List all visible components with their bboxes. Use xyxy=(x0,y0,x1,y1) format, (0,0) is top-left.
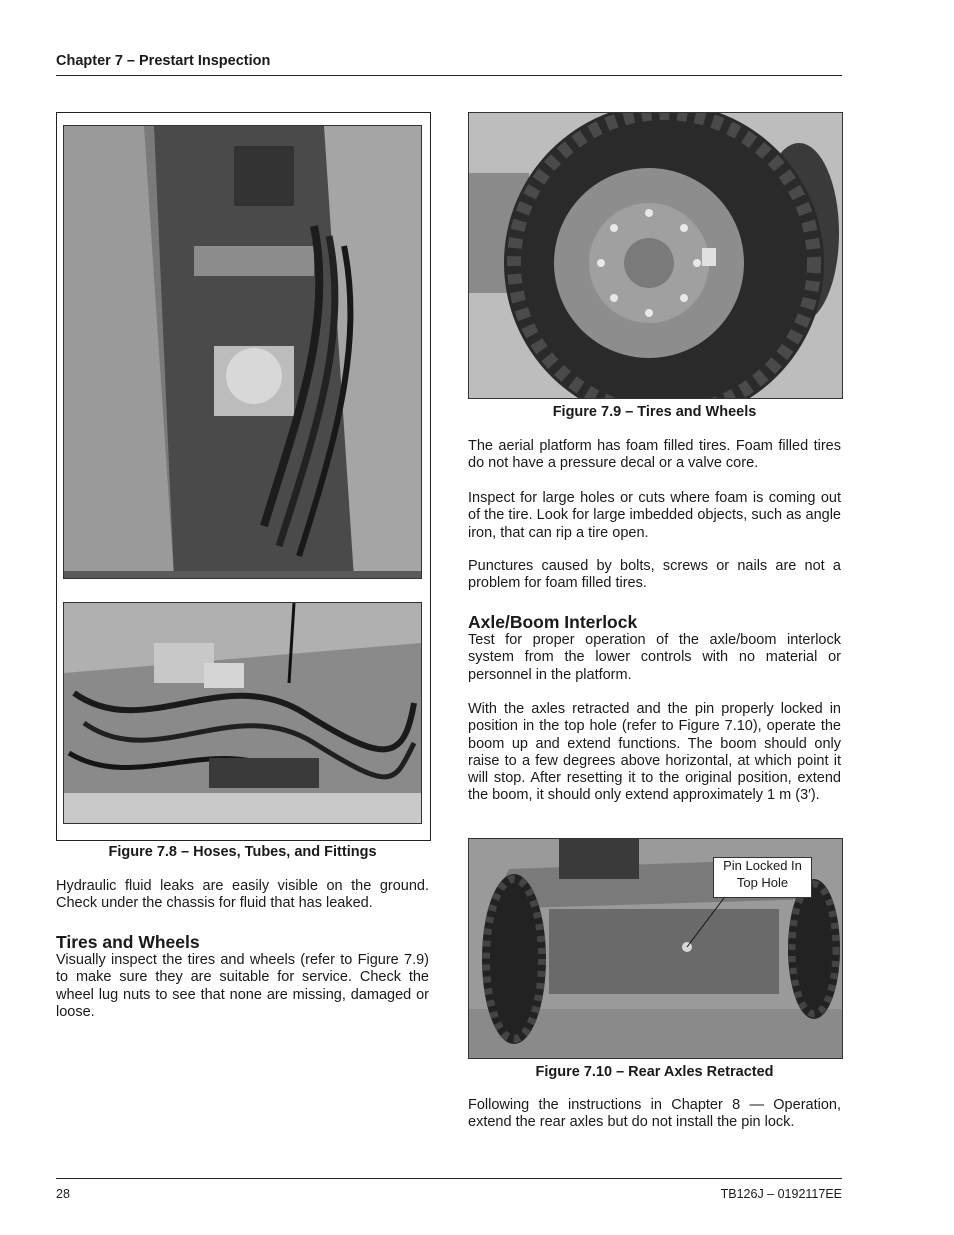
document-code: TB126J – 0192117EE xyxy=(720,1187,842,1201)
figure-7-10-caption: Figure 7.10 – Rear Axles Retracted xyxy=(535,1064,774,1080)
hydraulic-leaks-paragraph: Hydraulic fluid leaks are easily visible on the ground. Check under the chassis for fluid that has leaked. xyxy=(56,878,429,912)
hoses-chassis-photo xyxy=(63,125,422,579)
axle-boom-interlock-heading: Axle/Boom Interlock xyxy=(468,612,638,632)
foam-tires-paragraph: The aerial platform has foam filled tires. Foam filled tires do not have a pressure decal or a valve core. xyxy=(468,438,841,472)
callout-line-2: Top Hole xyxy=(736,874,789,890)
pin-locked-callout xyxy=(713,857,812,898)
callout-line-1: Pin Locked In xyxy=(723,858,802,873)
punctures-paragraph: Punctures caused by bolts, screws or nails are not a problem for foam filled tires. xyxy=(468,558,841,592)
hoses-fittings-photo xyxy=(63,602,422,824)
figure-7-9-caption: Figure 7.9 – Tires and Wheels xyxy=(552,404,757,420)
footer-rule xyxy=(56,1178,842,1179)
axles-retracted-paragraph: With the axles retracted and the pin properly locked in position in the top hole (refer to Figure 7.10), operate the boom up and extend functions. The boom should only raise to a few degrees above horizontal, at which point it will stop. After resetting it to the original position, extend the boom, it should only extend approximately 1 m (3′). xyxy=(468,701,841,804)
tires-wheels-heading: Tires and Wheels xyxy=(56,932,200,952)
tire-wheel-photo xyxy=(468,112,843,399)
header-rule xyxy=(56,75,842,76)
figure-7-8-caption: Figure 7.8 – Hoses, Tubes, and Fittings xyxy=(108,844,377,860)
interlock-test-paragraph: Test for proper operation of the axle/boom interlock system from the lower controls with no material or personnel in the platform. xyxy=(468,632,841,683)
page-header-title: Chapter 7 – Prestart Inspection xyxy=(56,53,271,69)
inspect-holes-paragraph: Inspect for large holes or cuts where foam is coming out of the tire. Look for large imbedded objects, such as angle iron, that can rip a tire open. xyxy=(468,490,841,541)
extend-axles-paragraph: Following the instructions in Chapter 8 — Operation, extend the rear axles but do not install the pin lock. xyxy=(468,1097,841,1131)
tires-wheels-paragraph: Visually inspect the tires and wheels (refer to Figure 7.9) to make sure they are suitable for service. Check the wheel lug nuts to see that none are missing, damaged or loose. xyxy=(56,952,429,1020)
page-number: 28 xyxy=(56,1187,70,1201)
